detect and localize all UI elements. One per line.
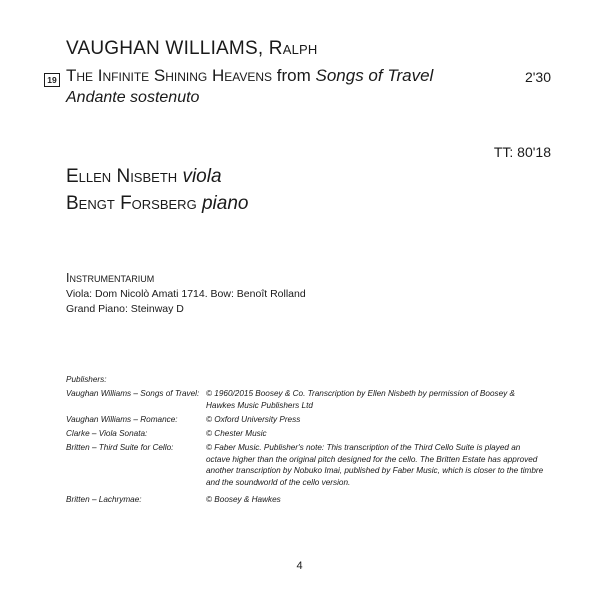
publishers-heading: Publishers: — [66, 375, 107, 384]
instrumentarium-heading: Instrumentarium — [66, 271, 155, 285]
publisher-label: Britten – Lachrymae: — [66, 495, 142, 504]
track-source: Songs of Travel — [315, 66, 434, 85]
track-number-badge: 19 — [44, 73, 60, 87]
instrumentarium-line: Viola: Dom Nicolò Amati 1714. Bow: Benoît Rolland — [66, 288, 306, 300]
track-duration: 2'30 — [524, 69, 551, 85]
track-tempo: Andante sostenuto — [66, 89, 200, 106]
publisher-text: © Faber Music. Publisher's note: This transcription of the Third Cello Suite is played an octave higher than the original pitch designed for the cello. The Britten Estate has approved another transcription by Nobuko Imai, published by Faber Music, which is closer to the timbre and the soundworld of the cello version. — [206, 443, 544, 487]
instrumentarium-line: Grand Piano: Steinway D — [66, 303, 184, 315]
performer-1 — [66, 166, 222, 188]
total-time: TT: 80'18 — [493, 144, 551, 160]
publisher-label: Vaughan Williams – Songs of Travel: — [66, 389, 200, 398]
publisher-label: Clarke – Viola Sonata: — [66, 429, 148, 438]
publisher-text: © Chester Music — [206, 429, 267, 438]
publisher-label: Vaughan Williams – Romance: — [66, 415, 178, 424]
performer-name: Ellen Nisbeth — [66, 166, 178, 187]
performer-name: Bengt Forsberg — [66, 193, 197, 214]
performer-role: viola — [182, 166, 222, 187]
track-from: from — [276, 66, 311, 85]
track-title: The Infinite Shining Heavens — [66, 66, 273, 85]
track-title-line — [66, 66, 433, 86]
performer-2 — [66, 193, 248, 215]
composer-name — [66, 38, 317, 60]
composer-surname: VAUGHAN WILLIAMS, — [66, 38, 264, 59]
publisher-text: © Oxford University Press — [206, 415, 301, 424]
page-number: 4 — [296, 560, 303, 572]
performer-role: piano — [201, 193, 249, 214]
publisher-label: Britten – Third Suite for Cello: — [66, 443, 174, 452]
publisher-text: © 1960/2015 Boosey & Co. Transcription by Ellen Nisbeth by permission of Boosey & Hawkes Music Publishers Ltd — [206, 389, 515, 410]
composer-firstname: Ralph — [268, 38, 318, 59]
publisher-text: © Boosey & Hawkes — [206, 495, 281, 504]
